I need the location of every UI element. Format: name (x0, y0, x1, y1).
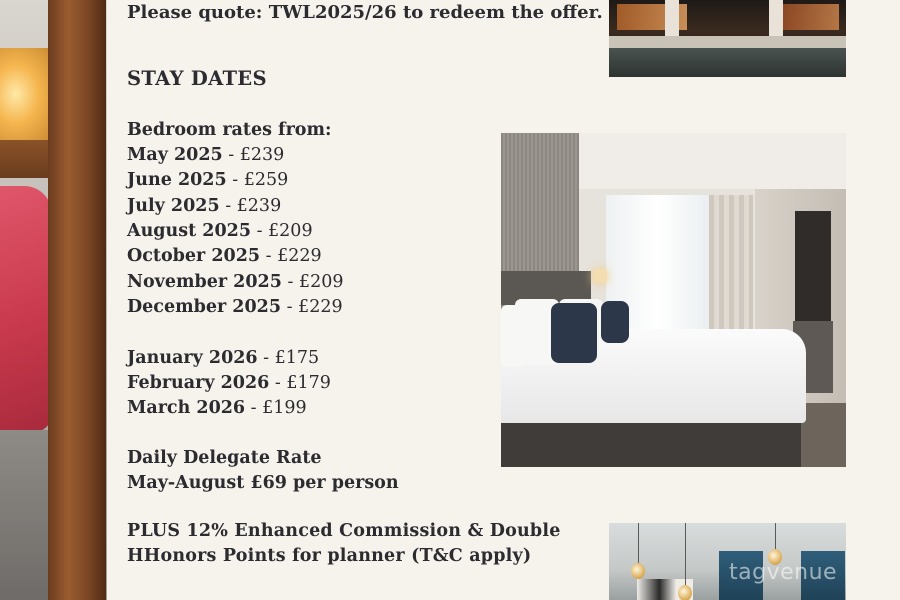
rates-intro: Bedroom rates from: (127, 120, 332, 140)
rate-row (127, 347, 319, 369)
rate-price: - £175 (257, 348, 320, 368)
hotel-entrance-photo (609, 0, 846, 77)
pendant-lamp (631, 563, 645, 579)
pendant-lamp (678, 585, 692, 600)
reflection-pool (609, 48, 846, 77)
rate-month: December 2025 (127, 297, 282, 317)
wood-post (48, 0, 106, 600)
rate-month: August 2025 (127, 221, 251, 241)
wood-shelf (0, 140, 50, 178)
rate-price: - £209 (281, 272, 344, 292)
rate-row (127, 397, 307, 419)
rate-month: May 2025 (127, 145, 223, 165)
entrance-column (665, 0, 679, 38)
lamp-glow (0, 48, 52, 140)
rate-row (127, 271, 343, 293)
rate-price: - £239 (219, 196, 282, 216)
entrance-column (769, 0, 783, 38)
rate-price: - £239 (222, 145, 285, 165)
watermark-logo: tagvenue (729, 560, 838, 585)
promo-code-line: Please quote: TWL2025/26 to redeem the offer. (127, 2, 603, 23)
rate-price: - £179 (269, 373, 331, 393)
rate-price: - £229 (260, 246, 322, 266)
red-chair (0, 186, 52, 432)
pendant-cord (638, 523, 639, 563)
bedside-lamp (593, 269, 607, 283)
commission-line-1: PLUS 12% Enhanced Commission & Double (127, 521, 561, 541)
interior-light (779, 4, 839, 30)
rate-row (127, 195, 281, 217)
rate-month: October 2025 (127, 246, 261, 266)
rate-month: November 2025 (127, 272, 282, 292)
entrance-floor (609, 36, 846, 48)
cushion (551, 303, 597, 363)
cushion (601, 301, 629, 343)
rate-month: July 2025 (127, 196, 220, 216)
rate-row (127, 169, 288, 191)
rate-month: June 2025 (127, 170, 227, 190)
bed-base (501, 423, 801, 467)
pendant-cord (685, 523, 686, 585)
rate-row (127, 296, 343, 318)
room-ceiling (579, 133, 846, 189)
rate-price: - £259 (226, 170, 289, 190)
rate-price: - £229 (281, 297, 343, 317)
stay-dates-heading: STAY DATES (127, 67, 267, 90)
rate-month: March 2026 (127, 398, 246, 418)
delegate-rate-title: Daily Delegate Rate (127, 448, 322, 468)
left-decor-photo (0, 0, 107, 600)
chair-shadow (0, 430, 50, 600)
rate-row (127, 245, 322, 267)
commission-line-2: HHonors Points for planner (T&C apply) (127, 546, 532, 566)
rate-row (127, 144, 284, 166)
delegate-rate-detail: May-August £69 per person (127, 473, 399, 493)
rate-price: - £199 (245, 398, 307, 418)
rate-row (127, 220, 313, 242)
rate-row (127, 372, 331, 394)
rate-price: - £209 (251, 221, 313, 241)
pendant-cord (775, 523, 776, 549)
rate-month: January 2026 (127, 348, 258, 368)
bedroom-photo (501, 133, 846, 467)
rate-month: February 2026 (127, 373, 270, 393)
minibar-niche (795, 211, 831, 321)
